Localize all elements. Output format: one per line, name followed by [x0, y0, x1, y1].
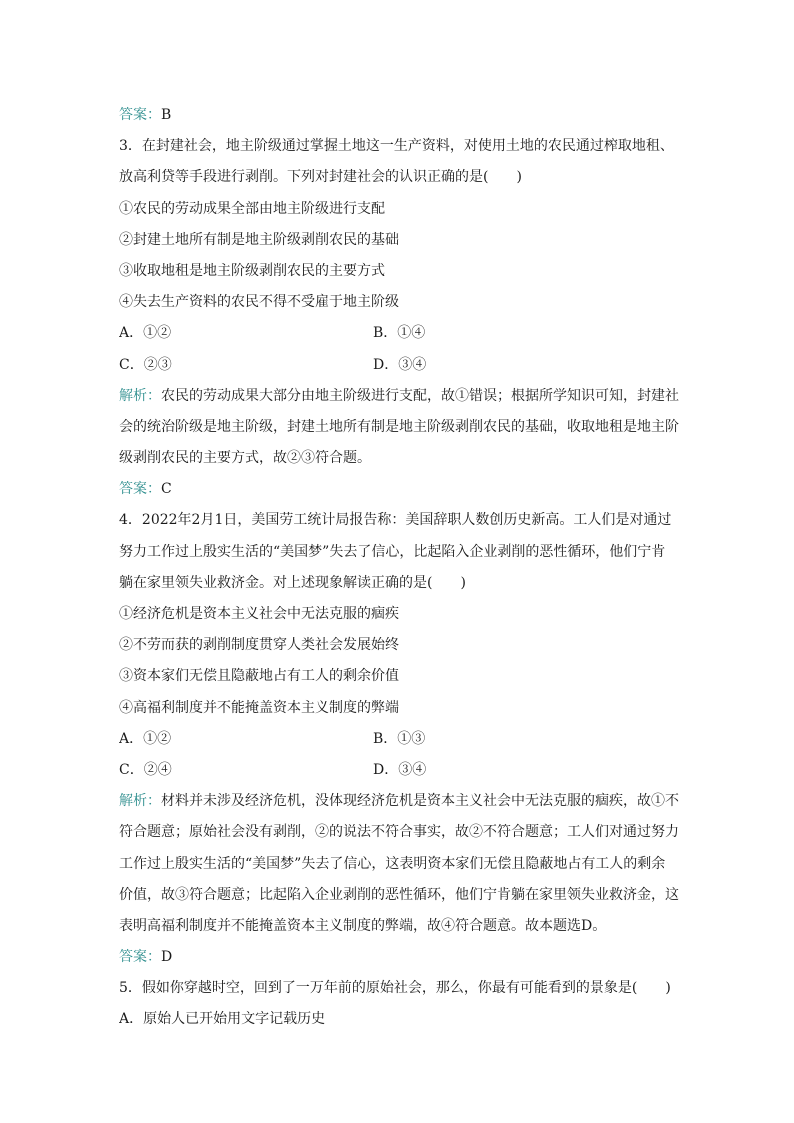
answer-line-q3 — [119, 474, 679, 505]
option-row — [119, 724, 679, 755]
analysis-text: 材料并未涉及经济危机，没体现经济危机是资本主义社会中无法克服的痼疾，故①不 — [161, 793, 679, 810]
analysis-line — [119, 786, 679, 817]
question-stem-line: 4．2022年2月1日，美国劳工统计局报告称：美国辞职人数创历史新高。工人们是对通过 — [119, 512, 672, 529]
option-row — [119, 318, 679, 349]
statement-item: ①经济危机是资本主义社会中无法克服的痼疾 — [119, 606, 399, 622]
analysis-line: 会的统治阶级是地主阶级，封建土地所有制是地主阶级剥削农民的基础，收取地租是地主阶 — [119, 418, 679, 435]
question-stem-line: 躺在家里领失业救济金。对上述现象解读正确的是( ) — [119, 574, 466, 591]
analysis-label: 解析： — [119, 793, 161, 810]
question-stem-line: 放高利贷等手段进行剥削。下列对封建社会的认识正确的是( ) — [119, 169, 522, 186]
option-d: D．③④ — [373, 761, 427, 778]
option-b: B．①④ — [373, 325, 426, 342]
question-stem-line: 5．假如你穿越时空，回到了一万年前的原始社会，那么，你最有可能看到的景象是( ) — [119, 980, 671, 997]
statement-item: ③收取地租是地主阶级剥削农民的主要方式 — [119, 262, 385, 279]
analysis-line: 工作过上殷实生活的“美国梦”失去了信心，这表明资本家们无偿且隐蔽地占有工人的剩余 — [119, 855, 666, 872]
analysis-label: 解析： — [119, 387, 161, 404]
statement-item: ④高福利制度并不能掩盖资本主义制度的弊端 — [119, 699, 399, 716]
analysis-line: 表明高福利制度并不能掩盖资本主义制度的弊端，故④符合题意。故本题选D。 — [119, 917, 607, 934]
option-d: D．③④ — [373, 356, 427, 373]
statement-item: ③资本家们无偿且隐蔽地占有工人的剩余价值 — [119, 668, 399, 685]
question-3 — [119, 131, 679, 505]
answer-line-q2 — [119, 100, 679, 131]
answer-label: 答案： — [119, 949, 161, 966]
answer-label: 答案： — [119, 481, 161, 498]
option-b: B．①③ — [373, 730, 426, 747]
answer-value: D — [161, 949, 173, 966]
statement-item: ②封建土地所有制是地主阶级剥削农民的基础 — [119, 231, 399, 248]
question-4 — [119, 505, 679, 973]
statement-item: ②不劳而获的剥削制度贯穿人类社会发展始终 — [119, 637, 399, 654]
statement-item: ④失去生产资料的农民不得不受雇于地主阶级 — [119, 294, 399, 311]
page-content — [119, 100, 679, 1036]
answer-value: B — [161, 107, 172, 123]
answer-line-q4 — [119, 942, 679, 973]
analysis-line — [119, 381, 679, 412]
option-c: C．②④ — [119, 761, 172, 778]
analysis-line: 符合题意；原始社会没有剥削，②的说法不符合事实，故②不符合题意；工人们对通过努力 — [119, 824, 679, 841]
question-stem-line: 努力工作过上殷实生活的“美国梦”失去了信心，比起陷入企业剥削的恶性循环，他们宁肯 — [119, 543, 666, 560]
answer-label: 答案： — [119, 107, 161, 123]
statement-item: ①农民的劳动成果全部由地主阶级进行支配 — [119, 200, 385, 217]
option-a: A．①② — [119, 730, 172, 747]
option-c: C．②③ — [119, 356, 172, 373]
analysis-line: 价值，故③符合题意；比起陷入企业剥削的恶性循环，他们宁肯躺在家里领失业救济金，这 — [119, 886, 679, 903]
option-row — [119, 350, 679, 381]
question-5 — [119, 973, 679, 1035]
option-a: A．①② — [119, 325, 172, 342]
option-row — [119, 755, 679, 786]
analysis-line: 级剥削农民的主要方式，故②③符合题。 — [119, 450, 371, 467]
analysis-text: 农民的劳动成果大部分由地主阶级进行支配，故①错误；根据所学知识可知，封建社 — [161, 387, 679, 404]
option-a: A．原始人已开始用文字记载历史 — [119, 1011, 326, 1028]
answer-value: C — [161, 481, 172, 498]
question-stem-line: 3．在封建社会，地主阶级通过掌握土地这一生产资料，对使用土地的农民通过榨取地租、 — [119, 138, 674, 155]
